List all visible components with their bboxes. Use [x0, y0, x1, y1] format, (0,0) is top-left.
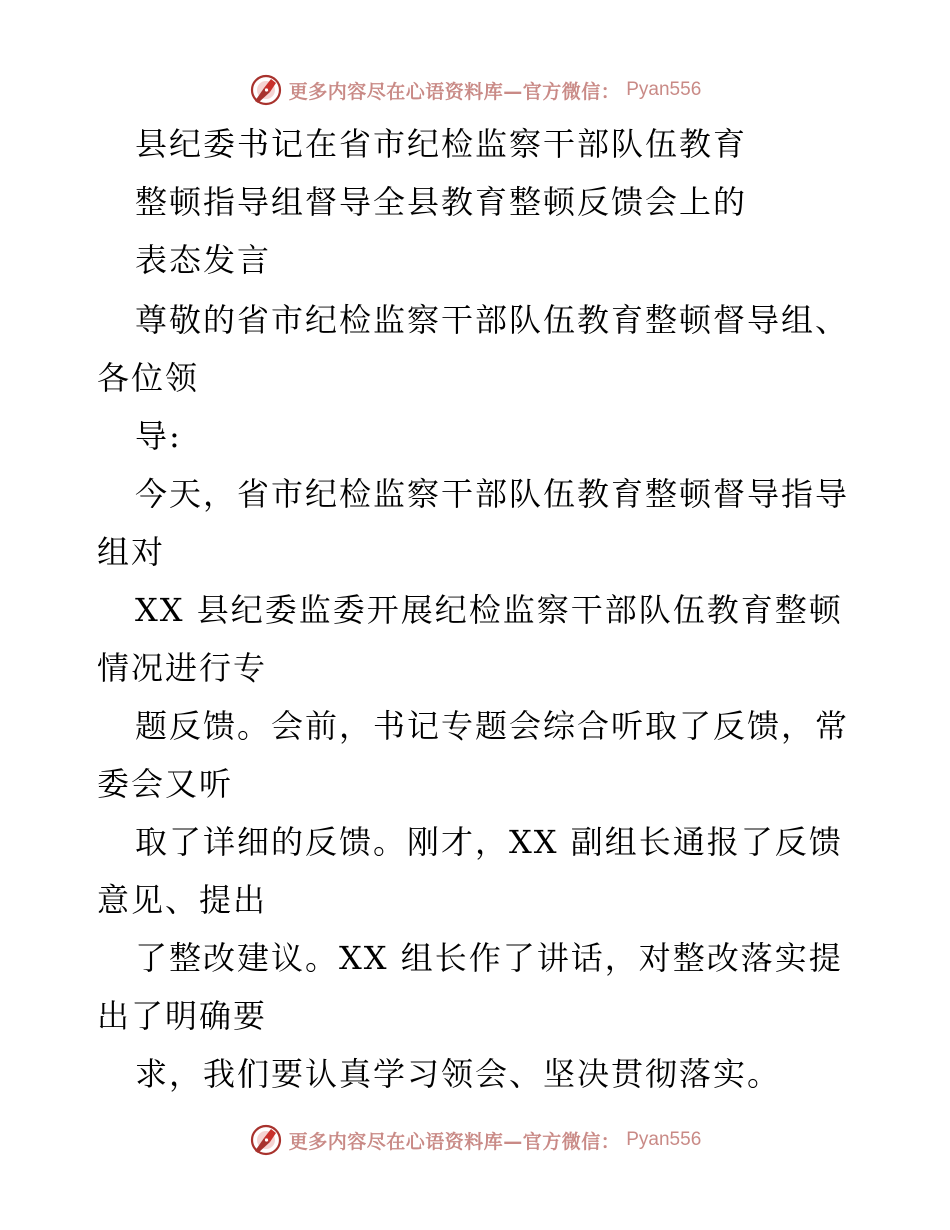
title-line-2: 整顿指导组督导全县教育整顿反馈会上的	[135, 183, 748, 221]
paragraph-line: 了整改建议。XX 组长作了讲话，对整改落实提	[135, 939, 843, 977]
salutation-line-3: 导:	[135, 417, 182, 455]
paragraph-line: XX 县纪委监委开展纪检监察干部队伍教育整顿	[135, 591, 843, 629]
pen-nib-logo-icon	[249, 73, 283, 107]
title-line-1: 县纪委书记在省市纪检监察干部队伍教育	[135, 125, 748, 163]
paragraph-line: 出了明确要	[97, 997, 268, 1035]
footer-watermark-banner	[0, 1120, 950, 1160]
watermark-text: 更多内容尽在心语资料库—官方微信：	[288, 1130, 621, 1153]
watermark-text: 更多内容尽在心语资料库—官方微信：	[288, 80, 621, 103]
paragraph-line: 组对	[97, 533, 166, 571]
paragraph-line: 情况进行专	[97, 649, 268, 687]
title-line-3: 表态发言	[135, 241, 272, 279]
wechat-id: Pyan556	[626, 79, 702, 100]
paragraph-line: 委会又听	[97, 765, 234, 803]
paragraph-line: 题反馈。会前，书记专题会综合听取了反馈，常	[135, 707, 850, 745]
paragraph-line: 意见、提出	[97, 881, 268, 919]
wechat-id: Pyan556	[626, 1129, 702, 1150]
pen-nib-logo-icon	[249, 1123, 283, 1157]
salutation-line-2: 各位领	[97, 359, 200, 397]
header-watermark-banner	[0, 70, 950, 110]
paragraph-line: 今天，省市纪检监察干部队伍教育整顿督导指导	[135, 475, 850, 513]
salutation-line-1: 尊敬的省市纪检监察干部队伍教育整顿督导组、	[135, 301, 850, 339]
paragraph-line: 取了详细的反馈。刚才，XX 副组长通报了反馈	[135, 823, 843, 861]
paragraph-line: 求，我们要认真学习领会、坚决贯彻落实。	[135, 1055, 782, 1093]
